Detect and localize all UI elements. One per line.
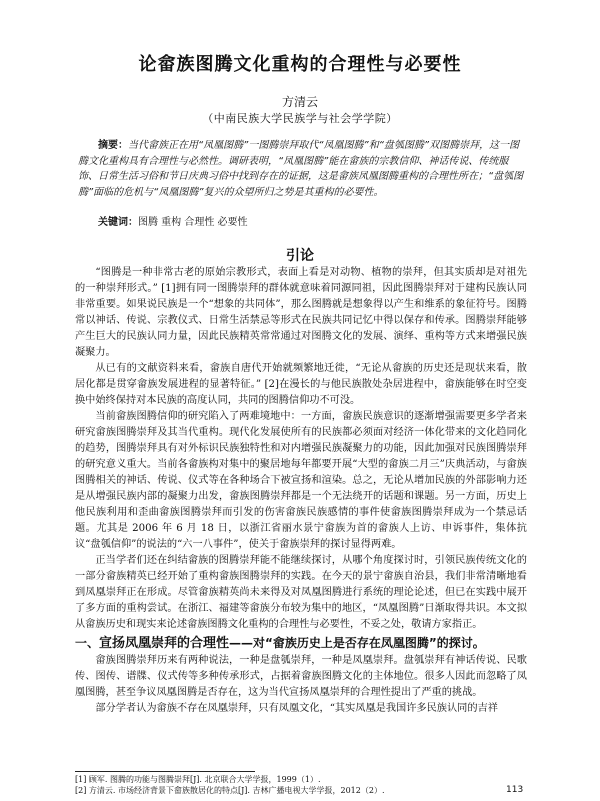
footnote: [2] 方清云. 市场经济背景下畲族散居化的特点[J]. 吉林广播电视大学学报，2012（2）. xyxy=(75,786,385,795)
abstract xyxy=(78,138,528,200)
abstract-label: 摘要： xyxy=(98,140,128,151)
subsection-lead: 宣扬凤凰崇拜的合理性 xyxy=(99,636,230,651)
page-number: 113 xyxy=(506,785,524,795)
paragraph: 从已有的文献资料来看，畲族自唐代开始就频繁地迁徙，“无论从畲族的历史还是现状来看，散居化都是贯穿畲族发展进程的显著特征。” [2]在漫长的与他民族散处杂居进程中，畲族能够在时空变换中始终保持对本民族的高度认同，共同的图腾信仰功不可没。 xyxy=(75,363,527,406)
paragraph: 畲族图腾崇拜历来有两种说法，一种是盘瓠崇拜，一种是凤凰崇拜。盘瓠崇拜有神话传说、民歌传、图传、谱牒、仪式传等多种传承形式，占据着畲族图腾文化的主体地位。很多人因此而忽略了凤凰图腾，甚至争议凤凰图腾是否存在，这为当代宣扬凤凰崇拜的合理性提出了严重的挑战。 xyxy=(75,655,527,698)
body-text xyxy=(75,265,527,717)
section-heading-intro: 引论 xyxy=(286,248,314,264)
paragraph: 当前畲族图腾信仰的研究陷入了两难境地中：一方面，畲族民族意识的逐渐增强需要更多学者来研究畲族图腾崇拜及其当代重构。现代化发展使所有的民族都必须面对经济一体化带来的文化趋同化的趋势，图腾崇拜具有对外标识民族独特性和对内增强民族凝聚力的功能，因此加强对民族图腾崇拜的研究意义重大。当前各畲族构对集中的聚居地每年都要开展“大型的畲族二月三”庆典活动，与畲族图腾相关的神话、传说、仪式等在各种场合下被宣扬和渲染。总之，无论从增加民族的外部影响力还是从增强民族内部的凝聚力出发，畲族图腾崇拜都是一个无法绕开的话题和课题。另一方面，历史上他民族利用和歪曲畲族图腾崇拜而引发的伤害畲族民族感情的事件使畲族图腾崇拜成为一个禁忌话题。尤其是 2006 年 6 月 18 日，以浙江省丽水景宁畲族为首的畲族人上访、申诉事件，集体抗议“盘瓠信仰”的说法的“六一八事件”，使关于畲族崇拜的探讨显得两难。 xyxy=(75,411,527,550)
abstract-text: 当代畲族正在用“凤凰图腾”一图腾崇拜取代“凤凰图腾”和“盘瓠图腾”双图腾崇拜，这一图腾文化重构具有合理性与必然性。调研表明，“凤凰图腾”能在畲族的宗教信仰、神话传说、传统服饰、日常生活习俗和节日庆典习俗中找到存在的证据，这是畲族凤凰图腾重构的合理性所在；“盘瓠图腾”面临的危机与“凤凰图腾”复兴的众望所归之势是其重构的必要性。 xyxy=(78,140,524,198)
paragraph: 部分学者认为畲族不存在凤凰崇拜，只有凤凰文化，“其实凤凰是我国许多民族认同的吉祥 xyxy=(95,703,498,714)
author-affiliation: （中南民族大学民族学与社会学学院） xyxy=(202,112,398,125)
subsection-rest: ——对“畲族历史上是否存在凤凰图腾”的探讨。 xyxy=(229,636,485,650)
keywords xyxy=(98,213,528,228)
keywords-text: 图腾 重构 合理性 必要性 xyxy=(138,217,248,228)
paper-title: 论畲族图腾文化重构的合理性与必要性 xyxy=(138,54,462,75)
paragraph: “图腾是一种非常古老的原始宗教形式，表面上看是对动物、植物的崇拜，但其实质却是对祖先的一种崇拜形式。” [1]拥有同一图腾崇拜的群体就意味着同源同祖，因此图腾崇拜对于建构民族认同非常重要。如果说民族是一个“想象的共同体”，那么图腾就是想象得以产生和维系的象征符号。图腾常以神话、传说、宗教仪式、日常生活禁忌等形式在民族共同记忆中得以保存和传承。图腾崇拜能够产生巨大的民族认同力量，因此民族精英常常通过对图腾文化的发展、演绎、重构等方式来增强民族凝聚力。 xyxy=(75,267,527,358)
subsection-heading xyxy=(75,634,527,653)
author-name: 方清云 xyxy=(281,95,318,109)
footnote: [1] 顾军. 图腾的功能与图腾崇拜[J]. 北京联合大学学报，1999（1）. xyxy=(75,775,321,784)
paragraph: 正当学者们还在纠结畲族的图腾崇拜能不能继续探讨，从哪个角度探讨时，引领民族传统文化的一部分畲族精英已经开始了重构畲族图腾崇拜的实践。在今天的景宁畲族自治县，我们非常清晰地看到凤凰崇拜正在形成。尽管畲族精英尚未来得及对凤凰图腾进行系统的理论论述，但已在实践中展开了多方面的重构尝试。在浙江、福建等畲族分布较为集中的地区，“凤凰图腾”日渐取得共识。本文拟从畲族历史和现实来论述畲族图腾文化重构的合理性与必要性，不妥之处，敬请方家指正。 xyxy=(75,555,527,630)
footnotes xyxy=(75,774,527,796)
keywords-label: 关键词： xyxy=(98,217,138,228)
footnote-divider xyxy=(75,771,255,772)
subsection-number: 一、 xyxy=(75,636,100,650)
